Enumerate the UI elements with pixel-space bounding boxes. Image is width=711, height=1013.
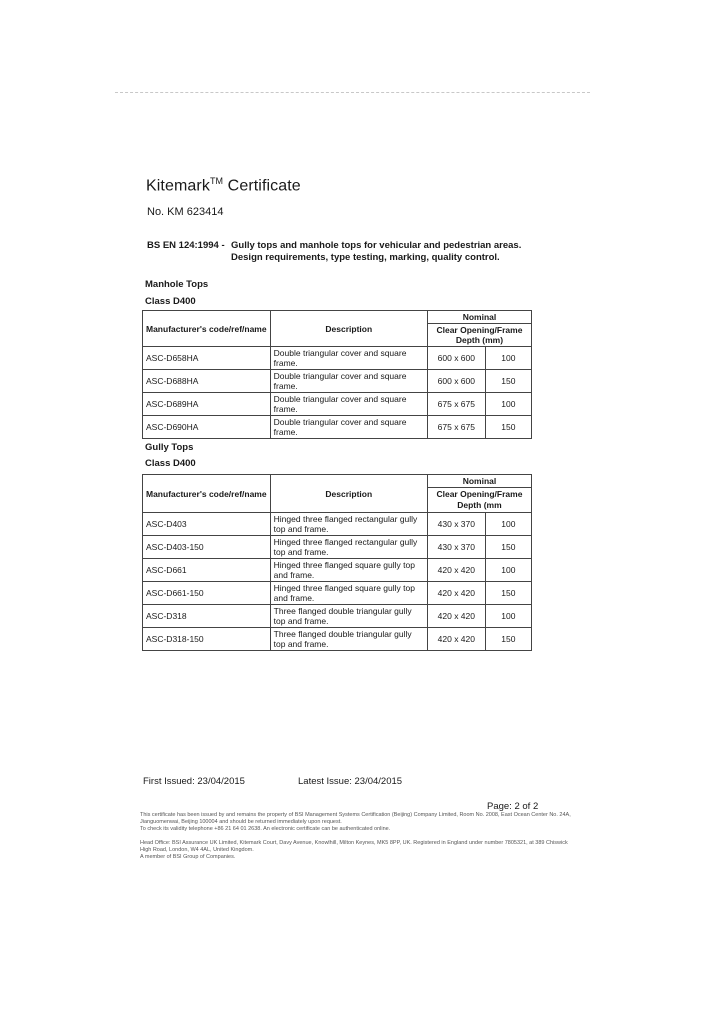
- table-row: ASC-D661-150 Hinged three flanged square gully top and frame. 420 x 420 150: [143, 582, 532, 605]
- table-row: ASC-D318-150 Three flanged double triangular gully top and frame. 420 x 420 150: [143, 628, 532, 651]
- gully-table: [142, 474, 532, 651]
- standard-line-1: Gully tops and manhole tops for vehicular and pedestrian areas.: [231, 240, 522, 251]
- table-header-row: [143, 311, 532, 324]
- header-nominal: Nominal: [427, 475, 531, 488]
- table-row: ASC-D658HA Double triangular cover and square frame. 600 x 600 100: [143, 347, 532, 370]
- standard-line-2: Design requirements, type testing, marking, quality control.: [231, 252, 500, 263]
- manhole-section-title: Manhole Tops: [145, 279, 209, 290]
- table-header-row: [143, 475, 532, 488]
- standard-reference: [147, 240, 521, 264]
- gully-section-title: Gully Tops: [145, 442, 194, 453]
- header-description: Description: [270, 475, 427, 513]
- header-code: Manufacturer's code/ref/name: [143, 475, 271, 513]
- table-row: ASC-D690HA Double triangular cover and square frame. 675 x 675 150: [143, 416, 532, 439]
- table-row: ASC-D661 Hinged three flanged square gully top and frame. 420 x 420 100: [143, 559, 532, 582]
- header-opening-depth: Clear Opening/Frame Depth (mm: [427, 488, 531, 513]
- header-description: Description: [270, 311, 427, 347]
- manhole-class: Class D400: [145, 296, 196, 307]
- certificate-number: No. KM 623414: [147, 206, 224, 218]
- first-issued-date: First Issued: 23/04/2015: [143, 776, 245, 787]
- latest-issue-date: Latest Issue: 23/04/2015: [298, 776, 403, 787]
- header-nominal: Nominal: [427, 311, 531, 324]
- table-row: ASC-D403-150 Hinged three flanged rectangular gully top and frame. 430 x 370 150: [143, 536, 532, 559]
- table-row: ASC-D403 Hinged three flanged rectangular gully top and frame. 430 x 370 100: [143, 513, 532, 536]
- table-row: ASC-D688HA Double triangular cover and square frame. 600 x 600 150: [143, 370, 532, 393]
- header-code: Manufacturer's code/ref/name: [143, 311, 271, 347]
- top-scan-rule: [115, 92, 590, 93]
- table-row: ASC-D689HA Double triangular cover and square frame. 675 x 675 100: [143, 393, 532, 416]
- page-number: Page: 2 of 2: [487, 801, 539, 812]
- table-row: ASC-D318 Three flanged double triangular gully top and frame. 420 x 420 100: [143, 605, 532, 628]
- fine-print-ownership: This certificate has been issued by and remains the property of BSI Management Systems Certification (Beijing) Company Limited, Room No. 2008, East Ocean Center No. 24A, Jianguomenwai, Beijing 100004 and should be returned immediately upon request.: [140, 812, 571, 825]
- fine-print-group: A member of BSI Group of Companies.: [140, 854, 236, 860]
- header-opening-depth: Clear Opening/Frame Depth (mm): [427, 324, 531, 347]
- gully-class: Class D400: [145, 458, 196, 469]
- fine-print-validity: To check its validity telephone +86 21 64 01 2638. An electronic certificate can be authenticated online.: [140, 826, 391, 832]
- manhole-table: [142, 310, 532, 439]
- standard-code: BS EN 124:1994 -: [147, 240, 225, 251]
- certificate-title: Kitemark™ Certificate: [146, 176, 301, 195]
- fine-print-head-office: Head Office: BSI Assurance UK Limited, Kitemark Court, Davy Avenue, Knowlhill, Milton Keynes, MK5 8PP, UK. Registered in England under number 7805321, at 389 Chiswick High Road, London, W4 4AL, United Kingdom.: [140, 840, 568, 853]
